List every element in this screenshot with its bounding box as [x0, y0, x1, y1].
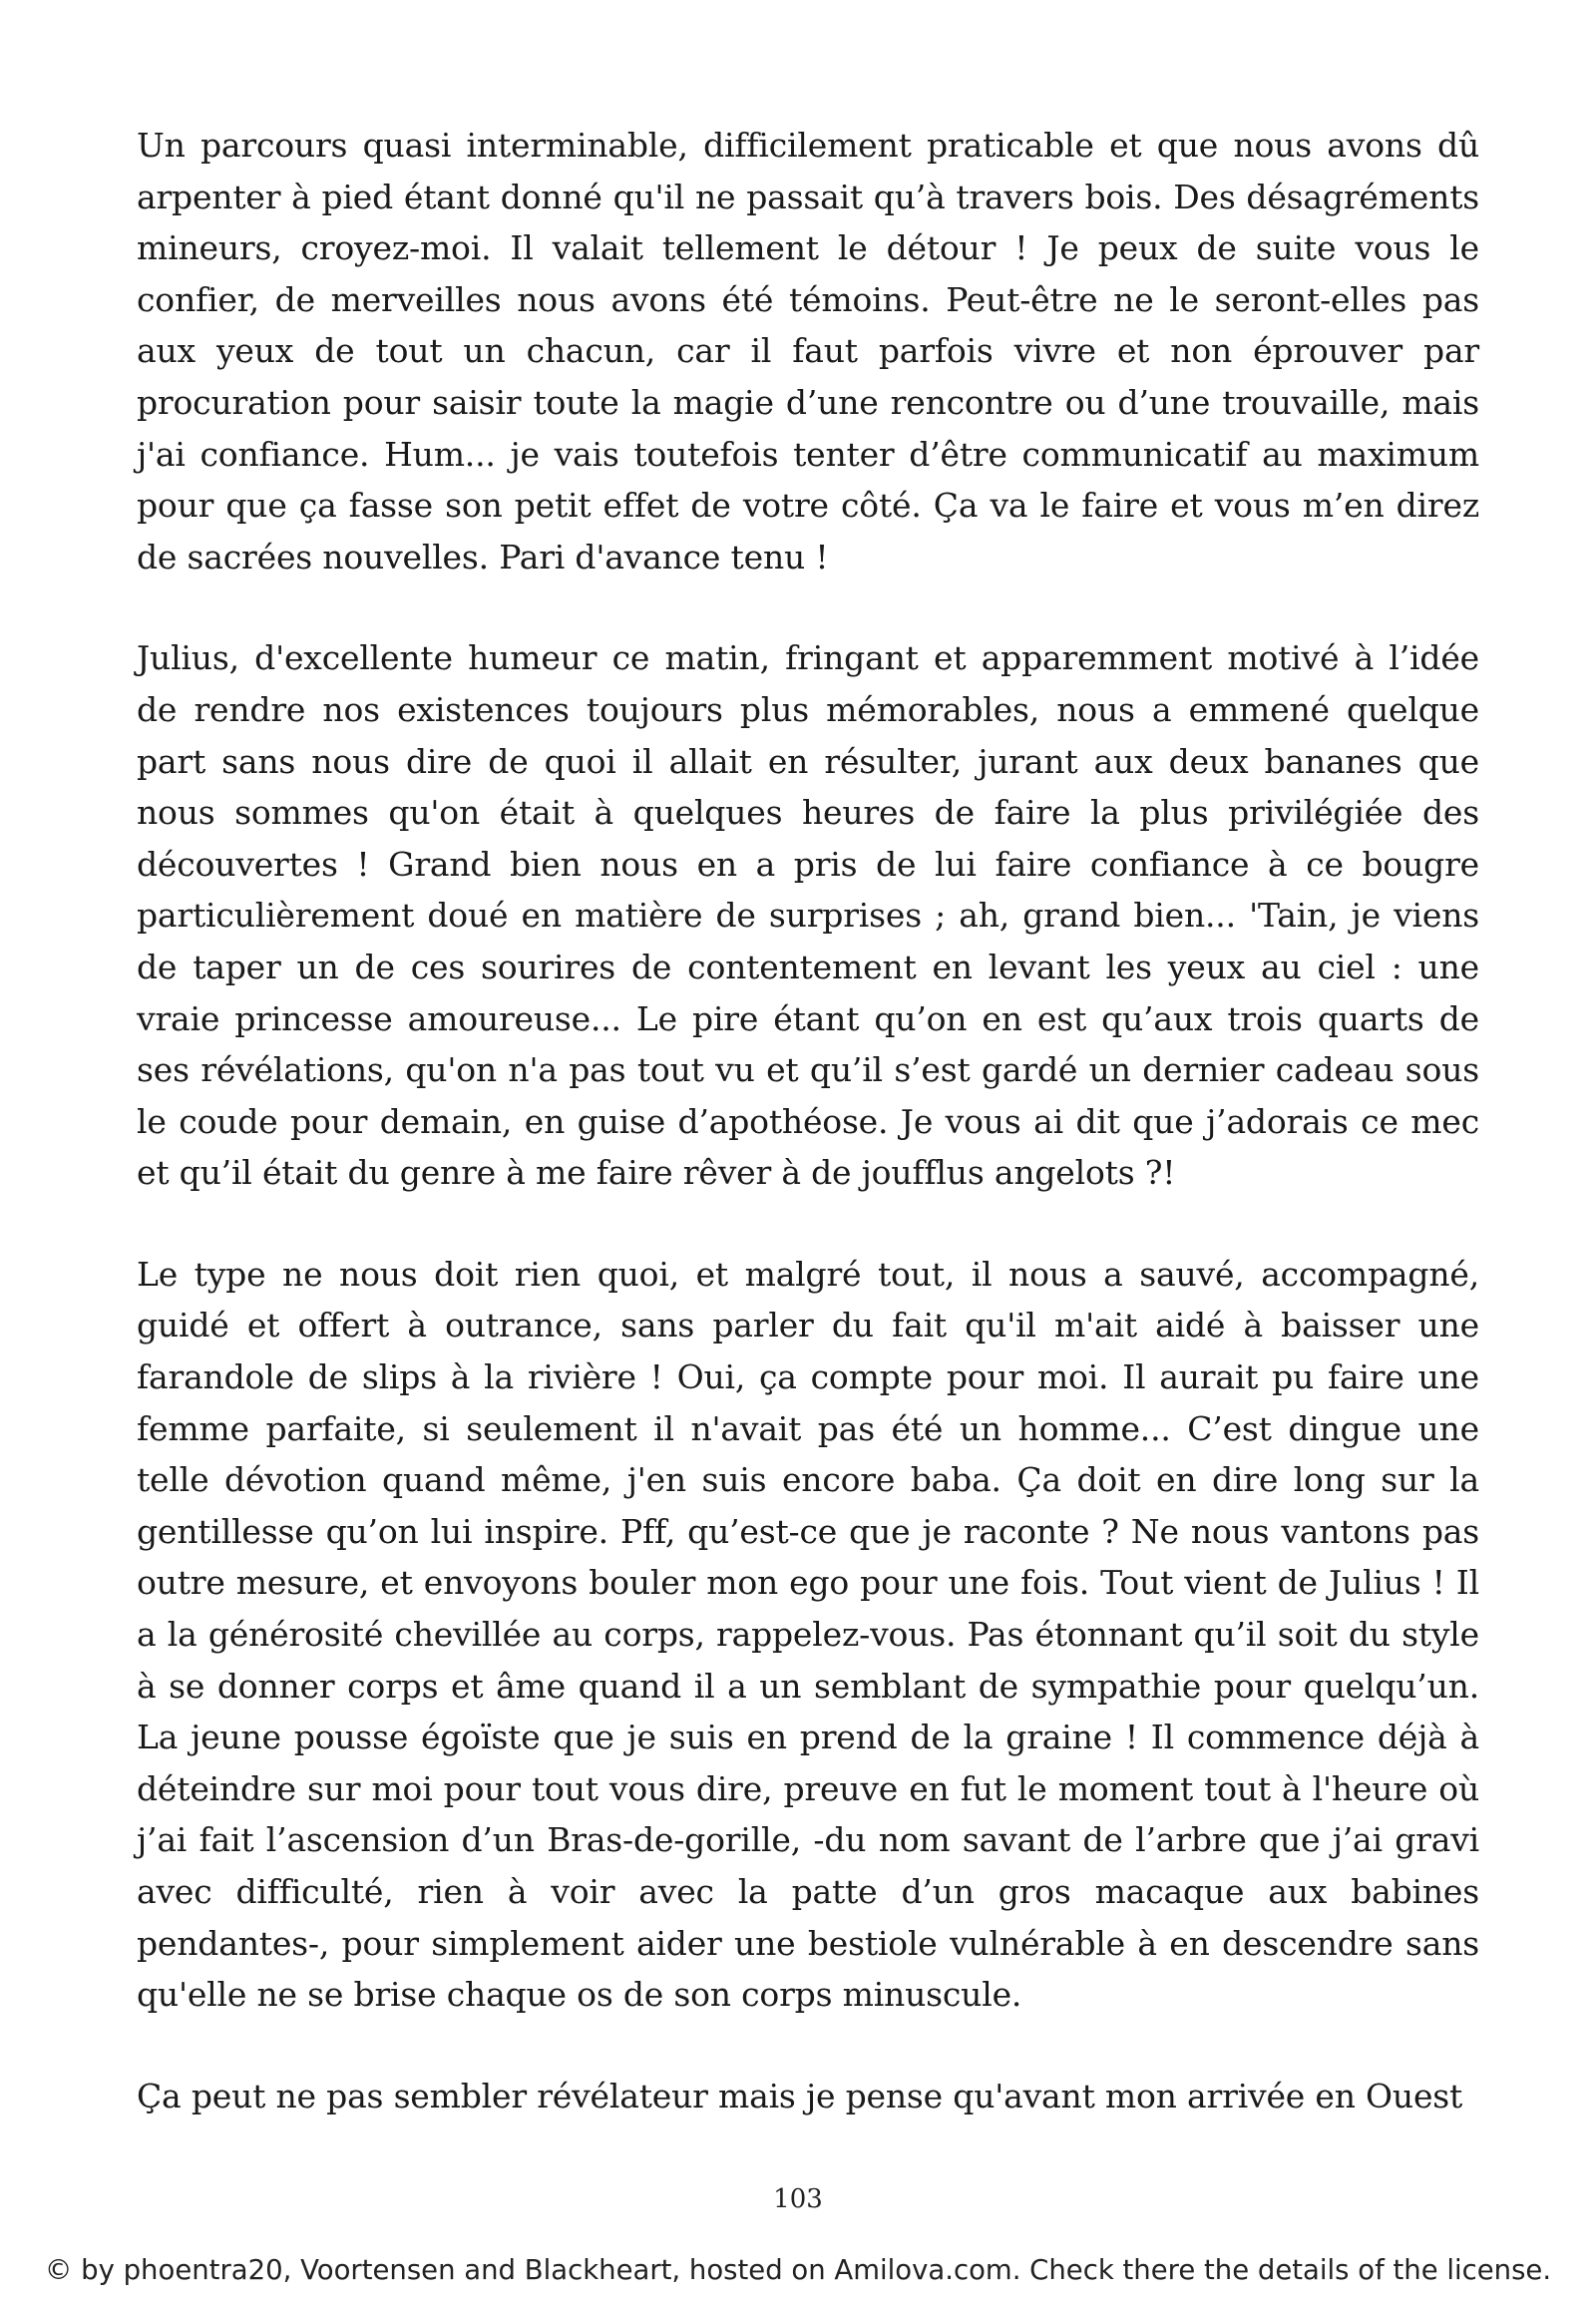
- page-number: 103: [773, 2184, 823, 2214]
- paragraph-1: Un parcours quasi interminable, difficilement praticable et que nous avons dû arpenter à pied étant donné qu'il ne passait qu’à travers bois. Des désagréments mineurs, croyez-moi. Il valait tellement le détour ! Je peux de suite vous le confier, de merveilles nous avons été témoins. Peut-être ne le seront-elles pas aux yeux de tout un chacun, car il faut parfois vivre et non éprouver par procuration pour saisir toute la magie d’une rencontre ou d’une trouvaille, mais j'ai confiance. Hum... je vais toutefois tenter d’être communicatif au maximum pour que ça fasse son petit effet de votre côté. Ça va le faire et vous m’en direz de sacrées nouvelles. Pari d'avance tenu !: [137, 126, 1479, 576]
- paragraph-4: Ça peut ne pas sembler révélateur mais je pense qu'avant mon arrivée en Ouest: [137, 2076, 1463, 2115]
- paragraph-2: Julius, d'excellente humeur ce matin, fringant et apparemment motivé à l’idée de rendre nos existences toujours plus mémorables, nous a emmené quelque part sans nous dire de quoi il allait en résulter, jurant aux deux bananes que nous sommes qu'on était à quelques heures de faire la plus privilégiée des découvertes ! Grand bien nous en a pris de lui faire confiance à ce bougre particulièrement doué en matière de surprises ; ah, grand bien... 'Tain, je viens de taper un de ces sourires de contentement en levant les yeux au ciel : une vraie princesse amoureuse... Le pire étant qu’on en est qu’aux trois quarts de ses révélations, qu'on n'a pas tout vu et qu’il s’est gardé un dernier cadeau sous le coude pour demain, en guise d’apothéose. Je vous ai dit que j’adorais ce mec et qu’il était du genre à me faire rêver à de joufflus angelots ?!: [137, 638, 1479, 1193]
- license-footer: © by phoentra20, Voortensen and Blackheart, hosted on Amilova.com. Check there the details of the license.: [44, 2254, 1552, 2286]
- paragraph-3: Le type ne nous doit rien quoi, et malgré tout, il nous a sauvé, accompagné, guidé et offert à outrance, sans parler du fait qu'il m'ait aidé à baisser une farandole de slips à la rivière ! Oui, ça compte pour moi. Il aurait pu faire une femme parfaite, si seulement il n'avait pas été un homme... C’est dingue une telle dévotion quand même, j'en suis encore baba. Ça doit en dire long sur la gentillesse qu’on lui inspire. Pff, qu’est-ce que je raconte ? Ne nous vantons pas outre mesure, et envoyons bouler mon ego pour une fois. Tout vient de Julius ! Il a la générosité chevillée au corps, rappelez-vous. Pas étonnant qu’il soit du style à se donner corps et âme quand il a un semblant de sympathie pour quelqu’un. La jeune pousse égoïste que je suis en prend de la graine ! Il commence déjà à déteindre sur moi pour tout vous dire, preuve en fut le moment tout à l'heure où j’ai fait l’ascension d’un Bras-de-gorille, -du nom savant de l’arbre que j’ai gravi avec difficulté, rien à voir avec la patte d’un gros macaque aux babines pendantes-, pour simplement aider une bestiole vulnérable à en descendre sans qu'elle ne se brise chaque os de son corps minuscule.: [137, 1254, 1479, 2015]
- body-text: [137, 120, 1479, 2121]
